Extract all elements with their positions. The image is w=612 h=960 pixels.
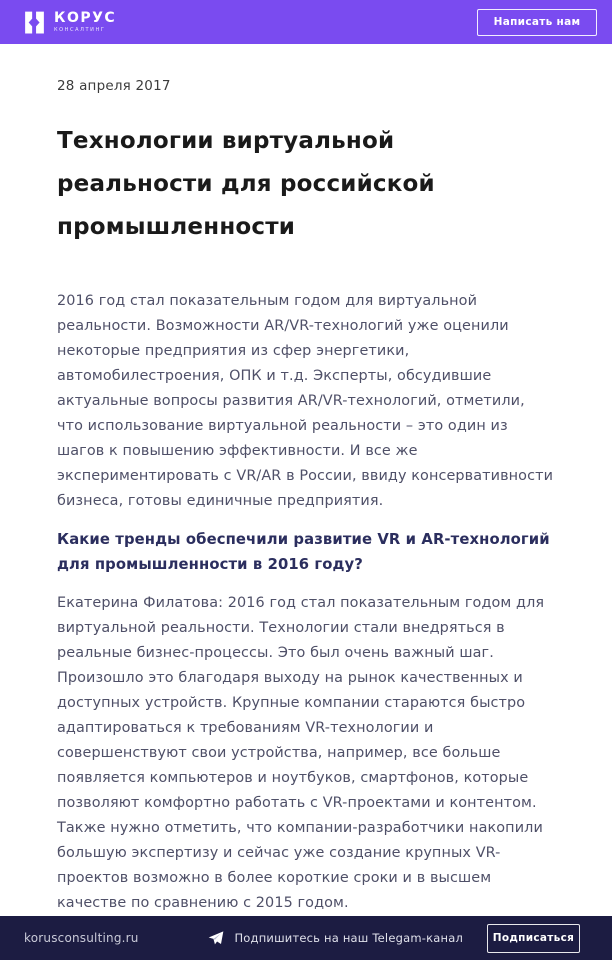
article-content <box>0 44 612 916</box>
contact-us-button[interactable]: Написать нам <box>477 9 597 36</box>
korus-logo-icon <box>22 10 47 35</box>
footer <box>0 916 612 960</box>
article-date: 28 апреля 2017 <box>57 78 171 94</box>
telegram-subscribe-link[interactable] <box>208 930 463 946</box>
korus-logo[interactable] <box>22 10 116 35</box>
paper-plane-icon <box>208 930 224 946</box>
article-title: Технологии виртуальной реальности для российской промышленности <box>57 128 435 240</box>
korus-logo-text <box>54 11 116 33</box>
logo-subtitle: КОНСАЛТИНГ <box>54 27 106 33</box>
footer-site-link[interactable]: korusconsulting.ru <box>24 931 139 945</box>
article-paragraph-answer: Екатерина Филатова: 2016 год стал показательным годом для виртуальной реальности. Технологии стали внедряться в реальные бизнес-процессы. Это был очень важный шаг. Произошло это благодаря выходу на рынок качественных и доступных устройств. Крупные компании стараются быстро адаптироваться к требованиям VR-технологии и совершенствуют свои устройства, например, все больше появляется компьютеров и ноутбуков, смартфонов, которые позволяют комфортно работать с VR-проектами и контентом. Также нужно отметить, что компании-разработчики накопили большую экспертизу и сейчас уже создание крупных VR-проектов возможно в более короткие сроки и в высшем качестве по сравнению с 2015 годом. <box>57 595 545 911</box>
subscribe-button[interactable]: Подписаться <box>487 924 580 953</box>
logo-title: КОРУС <box>54 10 117 26</box>
header <box>0 0 612 44</box>
telegram-prompt-label: Подпишитесь на наш Telegam-канал <box>234 931 463 945</box>
article-paragraph-intro: 2016 год стал показательным годом для виртуальной реальности. Возможности AR/VR-технологий уже оценили некоторые предприятия из сфер энергетики, автомобилестроения, ОПК и т.д. Эксперты, обсудившие актуальные вопросы развития AR/VR-технологий, отметили, что использование виртуальной реальности – это один из шагов к повышению эффективности. И все же экспериментировать с VR/AR в России, ввиду консервативности бизнеса, готовы единичные предприятия. <box>57 293 554 509</box>
article-question-heading: Какие тренды обеспечили развитие VR и AR-технологий для промышленности в 2016 году? <box>57 531 550 573</box>
